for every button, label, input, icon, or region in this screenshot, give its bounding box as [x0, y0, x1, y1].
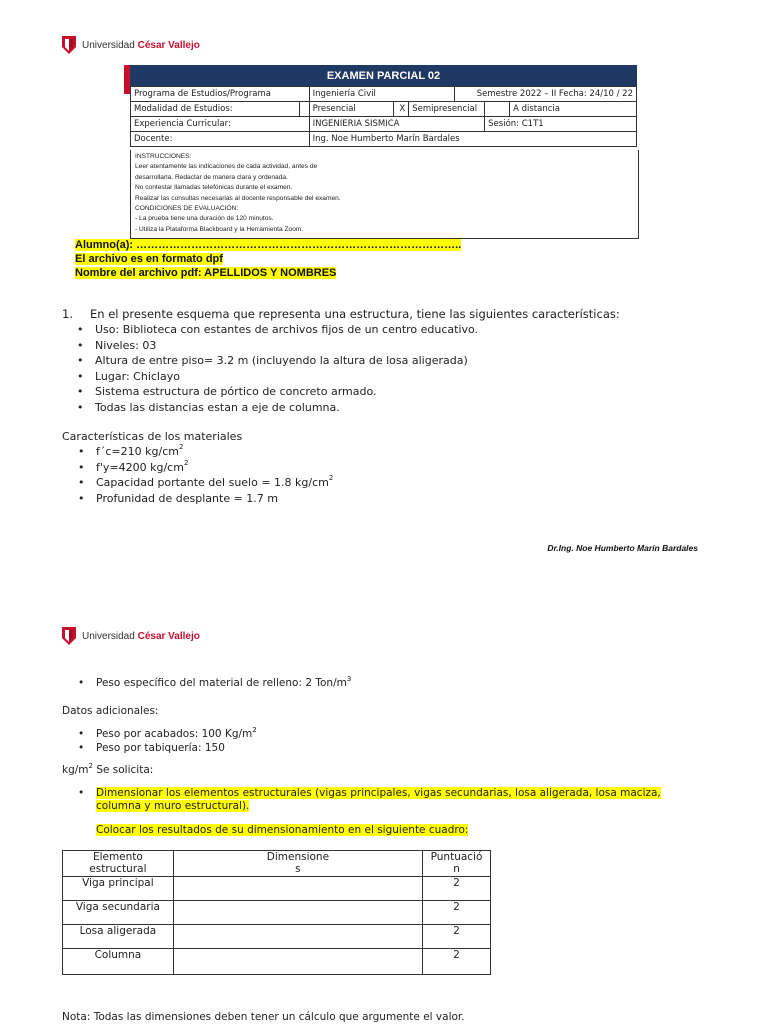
list-item: • Niveles: 03	[61, 338, 702, 354]
file-name-note: Nombre del archivo pdf: APELLIDOS Y NOMBRES	[75, 267, 337, 279]
cell-element: Viga secundaria	[63, 901, 174, 925]
list-item: • Capacidad portante del suelo = 1.8 $kg/cm^2$	[62, 475, 702, 491]
university-logo	[62, 627, 200, 645]
university-logo	[62, 36, 200, 54]
course-label: Experiencia Curricular:	[131, 117, 310, 132]
instruction-line: No contestar llamadas telefónicas durante el examen.	[135, 184, 293, 192]
instruction-line: Realizar las consultas necesarias al docente responsable del examen.	[135, 194, 341, 202]
modality-blank	[299, 102, 309, 117]
list-item: • Uso: Biblioteca con estantes de archivos fijos de un centro educativo.	[61, 322, 702, 338]
table-row	[63, 901, 491, 925]
student-info	[75, 238, 461, 280]
file-format-note: El archivo es en formato dpf	[75, 253, 223, 265]
instruction-line: CONDICIONES DE EVALUACIÓN:	[135, 205, 239, 213]
extra-data-title: Datos adicionales:	[62, 704, 159, 717]
list-item: • Todas las distancias estan a eje de columna.	[61, 400, 702, 416]
program-value: Ingeniería Civil	[309, 87, 455, 102]
session-value: Sesión: C1T1	[485, 117, 637, 132]
table-row	[63, 877, 491, 901]
instructions-box	[130, 150, 639, 239]
instruction-line: - La prueba tiene una duración de 120 minutos.	[135, 215, 274, 223]
cell-score: 2	[423, 949, 491, 975]
teacher-label: Docente:	[131, 132, 310, 147]
instruction-line: Leer atentamente las indicaciones de cada actividad, antes de	[135, 163, 318, 171]
table-header-row	[63, 851, 491, 877]
cell-score: 2	[423, 925, 491, 949]
cell-score: 2	[423, 901, 491, 925]
list-item	[62, 787, 722, 813]
fill-material-list	[62, 676, 722, 692]
university-name: Universidad César Vallejo	[82, 39, 200, 51]
shield-logo-icon	[62, 36, 76, 54]
instruction-line: desarrollarla. Redactar de manera clara y ordenada.	[135, 173, 288, 181]
list-item: • f'y=4200 $kg/cm^2$	[62, 460, 702, 476]
cell-element: Columna	[63, 949, 174, 975]
task-text: Dimensionar los elementos estructurales (vigas principales, vigas secundarias, losa aligerada, losa maciza,	[96, 786, 661, 799]
task-list	[62, 787, 722, 813]
materials-list	[62, 444, 702, 506]
shield-logo-icon	[62, 627, 76, 645]
table-row	[63, 925, 491, 949]
modality-semipresencial: Semipresencial	[409, 102, 485, 117]
cell-dimensions-input[interactable]	[173, 949, 422, 975]
modality-label: Modalidad de Estudios:	[131, 102, 300, 117]
teacher-signature: Dr.Ing. Noe Humberto Marín Bardales	[547, 543, 698, 553]
footer-note: Nota: Todas las dimensiones deben tener un cálculo que argumente el valor.	[62, 1011, 465, 1023]
semester-date: Semestre 2022 – II Fecha: 24/10 / 22	[455, 87, 637, 102]
instruction-line: INSTRUCCIONES:	[135, 153, 192, 160]
list-item: • Peso específico del material de relleno: 2 Ton/$m^3$	[62, 676, 722, 692]
col-header-element: Elemento estructural	[63, 851, 174, 877]
task-instruction: Colocar los resultados de su dimensionamiento en el siguiente cuadro:	[96, 823, 469, 836]
student-name-line: Alumno(a): ……………………………………………………………………………..	[75, 239, 462, 251]
question-1-intro: 1. En el presente esquema que representa una estructura, tiene las siguientes características:	[62, 307, 620, 321]
exam-info-table	[130, 86, 637, 147]
modality-check-box	[485, 102, 510, 117]
list-item: • Altura de entre piso= 3.2 m (incluyendo la altura de losa aligerada)	[61, 353, 702, 369]
question-number: 1.	[62, 307, 73, 321]
structure-characteristics-list	[61, 322, 702, 415]
cell-element: Viga principal	[63, 877, 174, 901]
instruction-line: - Utiliza la Plataforma Blackboard y la Herramienta Zoom.	[135, 225, 304, 233]
list-item: • Lugar: Chiclayo	[61, 369, 702, 385]
table-row	[63, 949, 491, 975]
list-item: • Peso por tabiquería: 150	[62, 741, 722, 755]
materials-title: Características de los materiales	[62, 430, 243, 443]
list-item: • Peso por acabados: 100 $Kg/m^2$	[62, 727, 722, 741]
modality-distancia: A distancia	[510, 102, 637, 117]
extra-data-list	[62, 727, 722, 755]
results-table	[62, 850, 491, 975]
list-item: • Profunidad de desplante = 1.7 m	[62, 491, 702, 507]
modality-mark: X	[394, 102, 409, 117]
list-item: • Sistema estructura de pórtico de concreto armado.	[61, 384, 702, 400]
teacher-value: Ing. Noe Humberto Marín Bardales	[309, 132, 636, 147]
task-text: columna y muro estructural).	[96, 799, 250, 812]
page-2-content	[62, 676, 722, 837]
col-header-score: Puntuació n	[423, 851, 491, 877]
col-header-dimensions: Dimensione s	[173, 851, 422, 877]
modality-presencial: Presencial	[309, 102, 394, 117]
cell-element: Losa aligerada	[63, 925, 174, 949]
university-name: Universidad César Vallejo	[82, 630, 200, 642]
request-line: $kg/m^2$ Se solicita:	[62, 761, 154, 776]
course-value: INGENIERIA SISMICA	[309, 117, 485, 132]
cell-score: 2	[423, 877, 491, 901]
exam-title: EXAMEN PARCIAL 02	[130, 65, 637, 86]
question-1	[62, 306, 702, 506]
program-label: Programa de Estudios/Programa	[131, 87, 310, 102]
cell-dimensions-input[interactable]	[173, 877, 422, 901]
cell-dimensions-input[interactable]	[173, 901, 422, 925]
cell-dimensions-input[interactable]	[173, 925, 422, 949]
list-item: • f´c=210 $kg/cm^2$	[62, 444, 702, 460]
